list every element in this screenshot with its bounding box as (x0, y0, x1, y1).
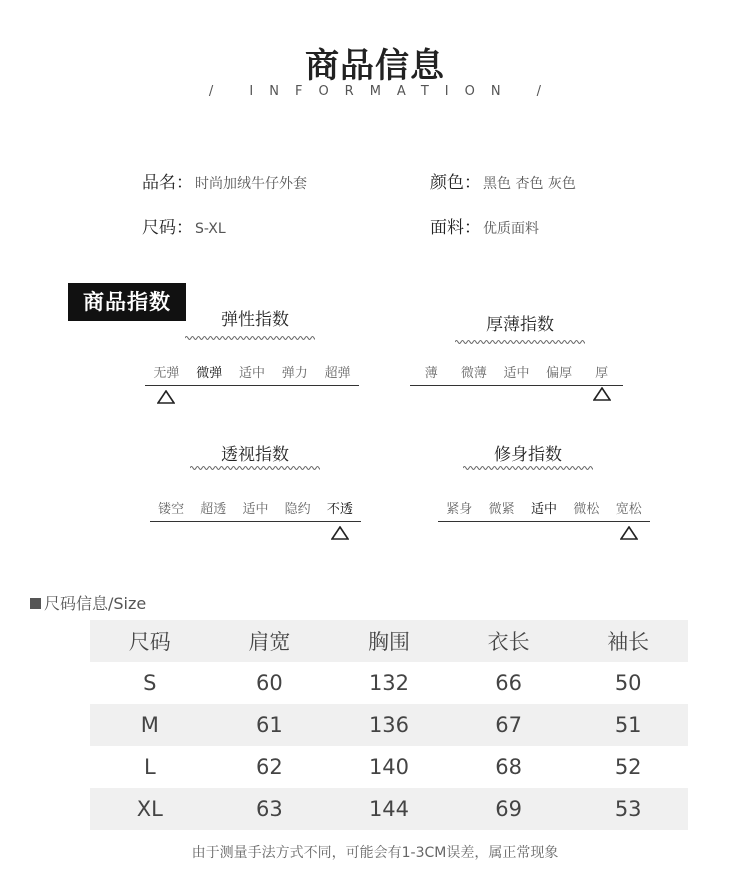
size-col-header: 尺码 (128, 630, 171, 654)
size-heading-text: 尺码信息/Size (44, 594, 147, 613)
table-row (90, 662, 688, 704)
product-color-row (430, 168, 576, 193)
index-tag: 商品指数 (68, 283, 186, 321)
elasticity-index-panel (145, 305, 359, 405)
table-cell: 66 (495, 671, 522, 695)
table-cell: 60 (256, 671, 283, 695)
fit-index-title: 修身指数 (494, 445, 562, 465)
sleeve-col-header: 袖长 (607, 630, 650, 654)
product-color-label: 颜色： (430, 173, 481, 193)
elasticity-wave-underline (185, 335, 315, 341)
table-row (90, 704, 688, 746)
scale-option: 镂空 (158, 502, 185, 517)
thickness-wave-underline (455, 339, 585, 345)
table-cell: 144 (368, 797, 410, 821)
transparency-scale-line (150, 521, 361, 522)
shoulder-col-header: 肩宽 (248, 630, 291, 654)
product-name-value: 时尚加绒牛仔外套 (195, 176, 307, 192)
product-fabric-label: 面料： (430, 218, 481, 238)
fit-marker-icon (620, 526, 638, 540)
scale-option: 超透 (200, 502, 227, 517)
product-size-row (142, 213, 226, 238)
fit-wave-underline (463, 465, 593, 471)
product-color-value: 黑色 杏色 灰色 (483, 176, 576, 192)
thickness-scale-line (410, 385, 623, 386)
table-cell: XL (136, 797, 163, 821)
scale-option: 偏厚 (546, 366, 573, 381)
thickness-index-title: 厚薄指数 (486, 315, 554, 335)
scale-option: 适中 (503, 366, 530, 381)
transparency-wave-underline (190, 465, 320, 471)
scale-option: 微松 (573, 502, 600, 517)
table-cell: 136 (368, 713, 410, 737)
table-cell: L (143, 755, 156, 779)
product-fabric-value: 优质面料 (483, 221, 539, 237)
transparency-marker-icon (331, 526, 349, 540)
table-cell: 51 (614, 713, 642, 737)
size-table-header-row (90, 620, 688, 662)
elasticity-scale-line (145, 385, 359, 386)
page-subtitle: / INFORMATION / (208, 84, 558, 99)
thickness-marker-icon (593, 387, 611, 401)
square-bullet-icon (30, 598, 41, 609)
scale-option: 不透 (326, 502, 353, 517)
table-cell: 53 (614, 797, 642, 821)
product-size-label: 尺码： (142, 218, 193, 238)
scale-option: 微紧 (488, 502, 515, 517)
chest-col-header: 胸围 (367, 630, 410, 654)
product-fabric-row (430, 213, 539, 238)
scale-option: 无弹 (153, 366, 180, 381)
thickness-index-panel (410, 305, 623, 405)
elasticity-marker-icon (157, 390, 175, 404)
scale-option: 隐约 (284, 502, 311, 517)
table-cell: 67 (495, 713, 522, 737)
fit-scale-line (438, 521, 650, 522)
transparency-index-title: 透视指数 (221, 445, 289, 465)
table-cell: 68 (495, 755, 522, 779)
scale-option: 适中 (238, 366, 265, 381)
scale-option: 微薄 (460, 366, 487, 381)
product-name-row (142, 168, 307, 193)
scale-option: 薄 (424, 366, 438, 381)
table-cell: 52 (614, 755, 642, 779)
scale-option: 紧身 (446, 502, 473, 517)
table-cell: M (140, 713, 159, 737)
scale-option: 适中 (242, 502, 269, 517)
elasticity-index-title: 弹性指数 (221, 310, 289, 330)
length-col-header: 衣长 (487, 630, 530, 654)
scale-option: 微弹 (196, 366, 223, 381)
table-row (90, 746, 688, 788)
size-section-heading (30, 591, 146, 614)
scale-option: 弹力 (281, 366, 308, 381)
measurement-note: 由于测量手法方式不同，可能会有1-3CM误差，属正常现象 (191, 845, 559, 861)
table-cell: 61 (256, 713, 283, 737)
product-name-label: 品名： (142, 173, 193, 193)
size-table (90, 620, 688, 830)
product-size-value: S-XL (195, 221, 226, 237)
table-cell: 69 (495, 797, 522, 821)
table-cell: 62 (256, 755, 283, 779)
table-cell: 140 (368, 755, 410, 779)
table-cell: 63 (256, 797, 283, 821)
table-cell: 132 (368, 671, 410, 695)
table-cell: S (143, 671, 157, 695)
table-row (90, 788, 688, 830)
transparency-index-panel (150, 438, 361, 538)
scale-option: 超弹 (324, 366, 351, 381)
scale-option: 适中 (530, 502, 557, 517)
fit-index-panel (438, 438, 650, 538)
page-title: 商品信息 (305, 46, 445, 86)
table-cell: 50 (614, 671, 642, 695)
scale-option: 宽松 (615, 502, 642, 517)
scale-option: 厚 (595, 366, 609, 381)
